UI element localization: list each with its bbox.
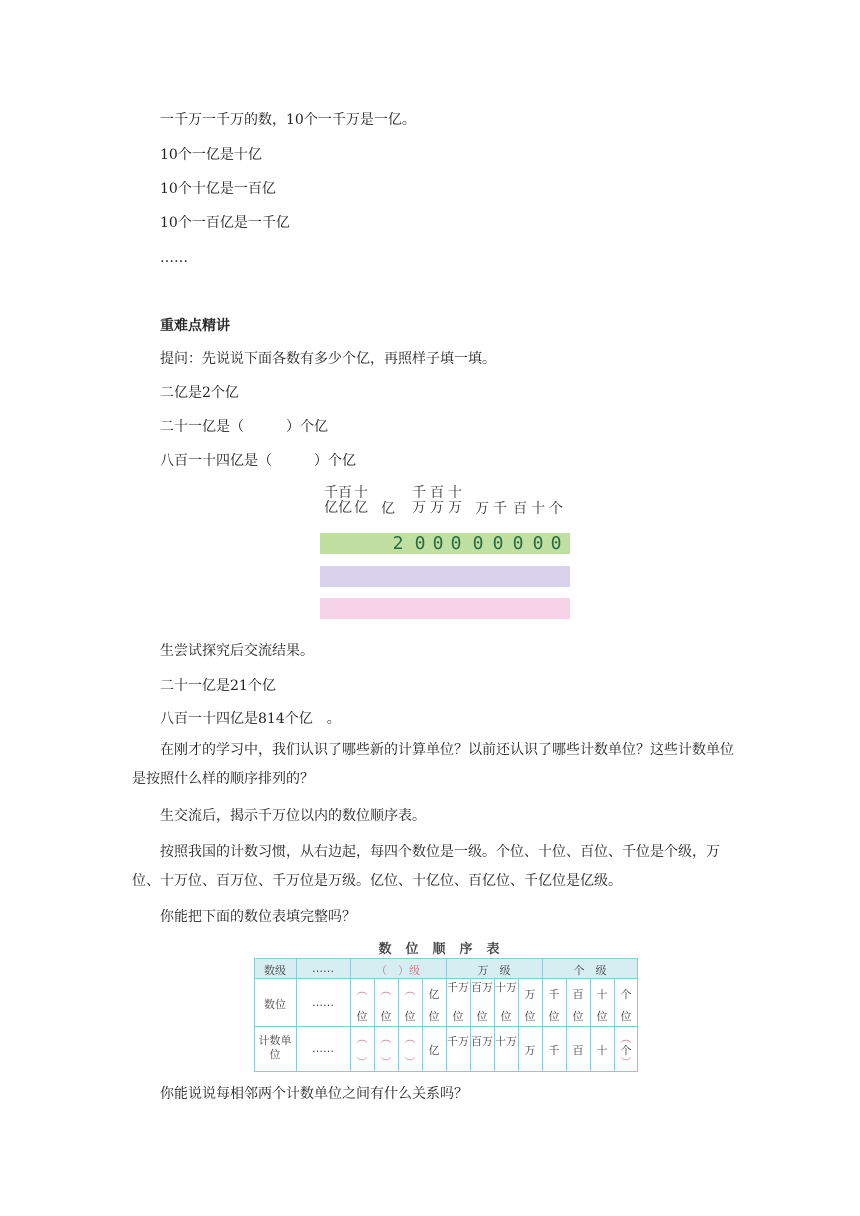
pink-row: [320, 598, 570, 619]
header-baiyi: 百亿: [338, 485, 352, 516]
blank-paren-open: ︵: [356, 984, 368, 997]
intro-line-4: 10个一百亿是一千亿: [160, 215, 290, 231]
paragraph-2: 生交流后，揭示千万位以内的数位顺序表。: [160, 808, 426, 824]
header-shiwan: 十万: [448, 485, 462, 516]
cell-yi: 亿: [428, 988, 440, 1001]
header-shiyi: 十亿: [354, 485, 368, 516]
cell-wei: 位: [356, 1010, 368, 1023]
digit-2: 0: [414, 533, 426, 554]
cell-qianwan: 千万: [447, 981, 469, 994]
header-baiwan: 百万: [430, 485, 444, 516]
unit-paren-open: ︵: [620, 1032, 632, 1045]
place-value-header: [318, 484, 570, 528]
purple-row: [320, 566, 570, 587]
cell-grade-wan: 万 级: [477, 964, 511, 977]
closing-question: 你能说说每相邻两个计数单位之间有什么关系吗？: [160, 1086, 468, 1102]
paragraph-3: 按照我国的计数习惯，从右边起，每四个数位是一级。个位、十位、百位、千位是个级，万位、十万位、百万位、千万位是万级。亿位、十亿位、百亿位、千亿位是亿级。: [132, 844, 720, 889]
unit-paren-close: ︶: [620, 1056, 632, 1069]
paragraph-4: 你能把下面的数位表填完整吗？: [160, 909, 356, 925]
place-order-table: [254, 958, 638, 1072]
question-example-1: 二亿是2个亿: [160, 385, 239, 401]
header-qian: 千: [493, 501, 507, 517]
question-example-2: 二十一亿是（ ）个亿: [160, 419, 328, 435]
digit-7: 0: [512, 533, 524, 554]
cell-grade-ge: 个 级: [573, 964, 607, 977]
cell-wei: 位: [548, 1010, 560, 1023]
cell-wan: 万: [524, 988, 536, 1001]
digit-row: [320, 533, 570, 554]
answer-1: 二十一亿是21个亿: [160, 678, 276, 694]
cell-dots: ……: [312, 962, 334, 975]
digit-9: 0: [550, 533, 562, 554]
header-shi: 十: [531, 501, 545, 517]
intro-line-1: 一千万一千万的数，10个一千万是一亿。: [160, 112, 416, 128]
digit-6: 0: [492, 533, 504, 554]
cell-baiwan: 百万: [471, 981, 493, 994]
cell-shiwan: 十万: [495, 981, 517, 994]
intro-line-3: 10个十亿是一百亿: [160, 181, 276, 197]
blank-paren-open: ︵: [380, 1032, 392, 1045]
blank-paren-open: ︵: [404, 1032, 416, 1045]
digit-5: 0: [472, 533, 484, 554]
blank-paren-open: ︵: [356, 1032, 368, 1045]
cell-qian: 千: [548, 988, 560, 1001]
header-wan: 万: [475, 501, 489, 517]
header-qianwan: 千万: [412, 485, 426, 516]
cell-wei: 位: [452, 1010, 464, 1023]
cell-dots: ……: [312, 1042, 334, 1055]
cell-wei: 位: [500, 1010, 512, 1023]
paragraph-1: 在刚才的学习中，我们认识了哪些新的计算单位？以前还认识了哪些计数单位？这些计数单位是按照什么样的顺序排列的？: [132, 742, 734, 787]
unit-shi: 十: [596, 1044, 608, 1057]
section-title: 重难点精讲: [160, 318, 230, 334]
header-yi: 亿: [381, 501, 395, 517]
intro-line-2: 10个一亿是十亿: [160, 147, 262, 163]
unit-bai: 百: [572, 1044, 584, 1057]
cell-shuwei: 数位: [264, 998, 286, 1011]
table-title: 数位顺序表: [378, 942, 514, 957]
blank-paren-open: ︵: [404, 984, 416, 997]
cell-wei: 位: [404, 1010, 416, 1023]
unit-yi: 亿: [428, 1044, 440, 1057]
question-prompt: 提问：先说说下面各数有多少个亿，再照样子填一填。: [160, 351, 496, 367]
unit-shiwan: 十万: [495, 1035, 517, 1048]
blank-paren-close: ︶: [356, 1056, 368, 1069]
blank-paren-close: ︶: [380, 1056, 392, 1069]
cell-grade-blank: （ ）级: [376, 964, 420, 977]
cell-jishu: 计数单位: [258, 1034, 292, 1061]
blank-paren-open: ︵: [380, 984, 392, 997]
answer-2: 八百一十四亿是814个亿 。: [160, 711, 341, 727]
digit-8: 0: [532, 533, 544, 554]
cell-shuji: 数级: [264, 964, 286, 977]
cell-dots: ……: [312, 996, 334, 1009]
cell-wei: 位: [428, 1010, 440, 1023]
header-qianyi: 千亿: [324, 485, 338, 516]
question-example-3: 八百一十四亿是（ ）个亿: [160, 453, 356, 469]
unit-ge: 个: [620, 1044, 632, 1057]
unit-qian: 千: [548, 1044, 560, 1057]
unit-baiwan: 百万: [471, 1035, 493, 1048]
cell-wei: 位: [476, 1010, 488, 1023]
cell-wei: 位: [380, 1010, 392, 1023]
cell-shi: 十: [596, 988, 608, 1001]
cell-wei: 位: [596, 1010, 608, 1023]
digit-3: 0: [432, 533, 444, 554]
cell-wei: 位: [524, 1010, 536, 1023]
header-bai: 百: [513, 501, 527, 517]
cell-ge: 个: [620, 988, 632, 1001]
place-value-figure: [318, 484, 570, 624]
digit-4: 0: [450, 533, 462, 554]
cell-wei: 位: [620, 1010, 632, 1023]
cell-wei: 位: [572, 1010, 584, 1023]
cell-bai: 百: [572, 988, 584, 1001]
digit-1: 2: [392, 533, 404, 554]
header-ge: 个: [549, 501, 563, 517]
intro-ellipsis: ……: [160, 250, 188, 266]
blank-paren-close: ︶: [404, 1056, 416, 1069]
answer-lead: 生尝试探究后交流结果。: [160, 643, 314, 659]
unit-qianwan: 千万: [447, 1035, 469, 1048]
unit-wan: 万: [524, 1044, 536, 1057]
